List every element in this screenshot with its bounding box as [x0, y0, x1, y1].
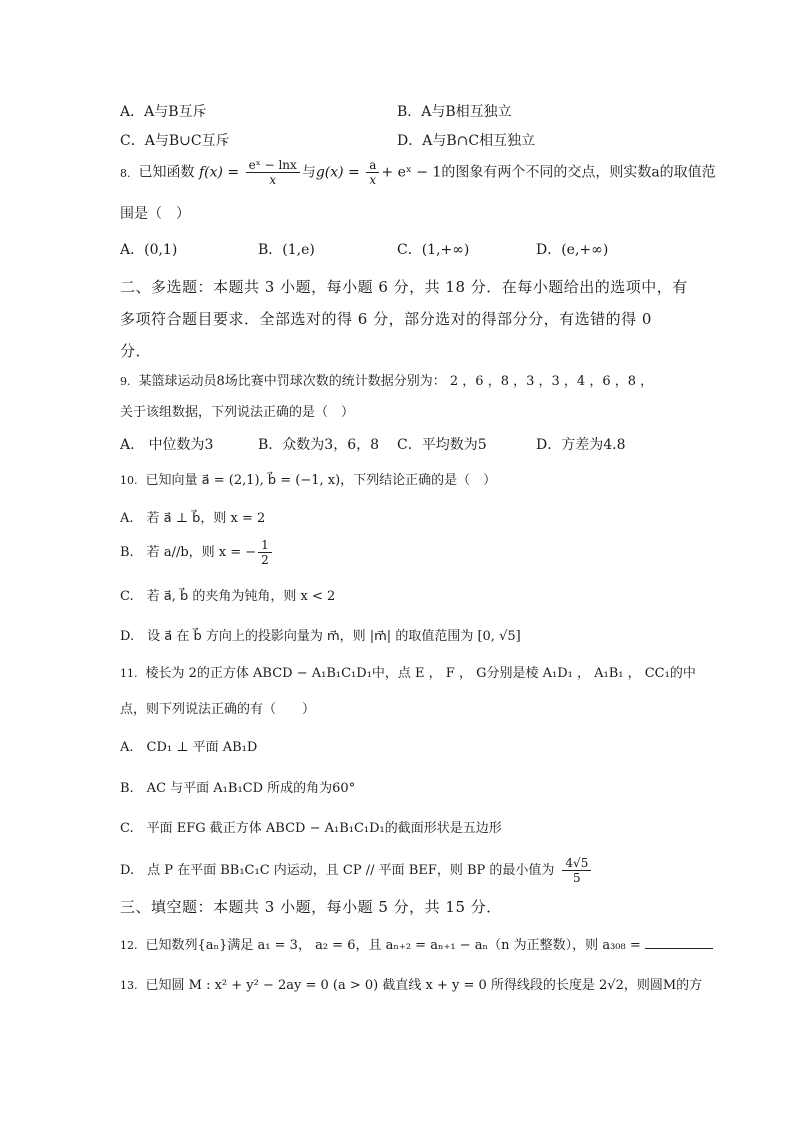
q13-stem: 13. 已知圆 M : x² + y² − 2ay = 0 (a > 0) 截直线 x + y = 0 所得线段的长度是 2√2，则圆M的方	[120, 978, 703, 993]
q10-option-a: A. 若 a⃗ ⊥ b⃗，则 x = 2	[120, 511, 266, 526]
q11-option-b: B. AC 与平面 A₁B₁CD 所成的角为60°	[120, 781, 356, 796]
q10-stem: 10. 已知向量 a⃗ = (2,1), b⃗ = (−1, x)，下列结论正确的是（ ）	[120, 473, 497, 488]
q9-stem: 9. 某篮球运动员8场比赛中罚球次数的统计数据分别为： 2 ，6 ，8 ，3 ，3 ，4 ，6 ，8 ，	[120, 374, 654, 389]
q9-option-d: D．方差为4.8	[536, 437, 626, 453]
q11-option-c: C. 平面 EFG 截正方体 ABCD − A₁B₁C₁D₁的截面形状是五边形	[120, 821, 502, 836]
q9-stem-line2: 关于该组数据，下列说法正确的是（ ）	[120, 405, 355, 420]
q11-option-d: D. 点 P 在平面 BB₁C₁C 内运动，且 CP // 平面 BEF，则 BP 的最小值为 $\frac{4√5}{5}$	[120, 856, 593, 885]
q7-option-c: C．A与B∪C互斥	[120, 133, 230, 149]
q8-g-fraction: $\frac{a}{x}$	[366, 158, 379, 187]
section2-heading-line2: 多项符合题目要求．全部选对的得 6 分，部分选对的得部分分，有选错的得 0	[120, 310, 652, 328]
q10-b-fraction: $\frac{1}{2}$	[258, 538, 272, 567]
q8-option-d: D．(e,+∞)	[536, 242, 609, 258]
q10-option-d: D. 设 a⃗ 在 b⃗ 方向上的投影向量为 m⃗，则 |m⃗| 的取值范围为 [0, √5]	[120, 629, 521, 644]
q10-option-c: C. 若 a⃗, b⃗ 的夹角为钝角，则 x < 2	[120, 589, 336, 604]
q7-option-b: B．A与B相互独立	[397, 104, 512, 120]
section3-heading: 三、填空题：本题共 3 小题，每小题 5 分，共 15 分．	[120, 898, 502, 916]
q11-d-fraction: $\frac{4√5}{5}$	[562, 856, 591, 885]
q8-f-fraction: $\frac{\text{eˣ − lnx}}{x}$	[246, 158, 300, 187]
q8-stem: 8. 已知函数 f(x) = $\frac{\text{eˣ − lnx}}{x}$ 与g(x) = $\frac{a}{x}$ + eˣ − 1的图象有两个不同的交点，则实数a的取值范	[120, 158, 716, 187]
q8-option-c: C．(1,+∞)	[397, 242, 470, 258]
q9-option-b: B．众数为3，6，8	[258, 437, 380, 453]
q8-stem-line2: 围是（ ）	[120, 206, 190, 222]
q12-answer-blank[interactable]	[645, 934, 713, 949]
q9-option-c: C．平均数为5	[397, 437, 487, 453]
q11-stem-line2: 点，则下列说法正确的有（ ）	[120, 702, 316, 717]
q7-option-d: D．A与B∩C相互独立	[397, 133, 536, 149]
section2-heading-line3: 分．	[120, 342, 152, 360]
q12-stem: 12. 已知数列{aₙ}满足 a₁ = 3， a₂ = 6，且 aₙ₊₂ = aₙ₊₁ − aₙ（n 为正整数），则 a₃₀₈ =	[120, 934, 713, 956]
q8-option-b: B．(1,e)	[258, 242, 315, 258]
section2-heading: 二、多选题：本题共 3 小题，每小题 6 分，共 18 分．在每小题给出的选项中，有	[120, 278, 688, 296]
q11-stem: 11. 棱长为 2的正方体 ABCD − A₁B₁C₁D₁中，点 E ， F ， G分别是棱 A₁D₁ ， A₁B₁ ， CC₁的中	[120, 666, 696, 681]
q8-option-a: A．(0,1)	[120, 242, 178, 258]
q11-option-a: A. CD₁ ⊥ 平面 AB₁D	[120, 740, 258, 755]
q10-option-b: B. 若 a//b，则 x = − $\frac{1}{2}$	[120, 538, 274, 567]
q9-option-a: A. 中位数为3	[120, 437, 214, 453]
q7-option-a: A．A与B互斥	[120, 104, 207, 120]
